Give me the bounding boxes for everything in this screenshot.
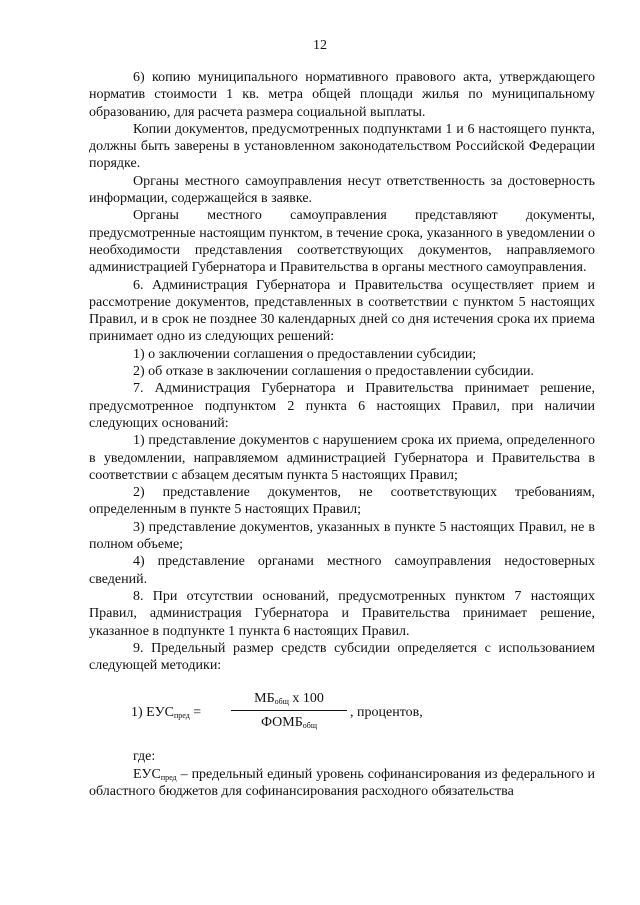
paragraph-submission-term: Органы местного самоуправления представляют документы, предусмотренные настоящим пунктом, в течение срока, указанного в уведомлении о необходимости представления соответствующих документов, направляемого администрацией Губернатора и Правительства в органы местного самоуправления.: [89, 208, 595, 276]
definition-term-subscript: пред: [160, 772, 177, 782]
numerator-subscript: общ: [274, 697, 289, 707]
where-label: где:: [133, 749, 156, 765]
paragraph-item-7-ground-4: 4) представление органами местного самоуправления недостоверных сведений.: [89, 554, 595, 587]
paragraph-subitem-6: 6) копию муниципального нормативного правового акта, утверждающего норматив стоимости 1 кв. метра общей площади жилья по муниципальному образованию, для расчета размера социальной выплаты.: [89, 70, 595, 120]
numerator-main: МБ: [254, 691, 275, 707]
page-number: 12: [313, 38, 327, 53]
paragraph-item-7-ground-2: 2) представление документов, не соответствующих требованиям, определенным в пункте 5 настоящих Правил;: [89, 485, 595, 518]
formula-block: [131, 690, 595, 734]
paragraph-definition: [89, 766, 595, 801]
formula-tail: , процентов,: [350, 705, 423, 721]
paragraph-item-6-decision-2: 2) об отказе в заключении соглашения о предоставлении субсидии.: [133, 364, 535, 380]
paragraph-item-7-ground-3: 3) представление документов, указанных в пункте 5 настоящих Правил, не в полном объеме;: [89, 519, 595, 553]
paragraph-responsibility: Органы местного самоуправления несут ответственность за достоверность информации, содержащейся в заявке.: [89, 173, 595, 207]
formula-fraction: [231, 690, 347, 732]
paragraph-item-8: 8. При отсутствии оснований, предусмотренных пунктом 7 настоящих Правил, администрация Губернатора и Правительства принимает решение, указанное в подпункте 1 пункта 6 настоящих Правил.: [89, 588, 595, 639]
formula-label-main: 1) ЕУС: [131, 705, 174, 721]
formula-denominator: [231, 714, 347, 732]
numerator-tail: х 100: [288, 691, 324, 707]
document-body: [89, 69, 595, 800]
formula-label-subscript: пред: [173, 711, 190, 721]
paragraph-item-6: 6. Администрация Губернатора и Правительства осуществляет прием и рассмотрение документов, представленных в соответствии с пунктом 5 настоящих Правил, и в срок не позднее 30 календарных дней со дня истечения срока их приема принимает одно из следующих решений:: [89, 277, 595, 345]
formula-numerator: [231, 690, 347, 708]
formula-equals: =: [189, 705, 202, 721]
definition-term: ЕУС: [133, 766, 161, 782]
paragraph-item-7-ground-1: 1) представление документов с нарушением срока их приема, определенного в уведомлении, направляемом администрацией Губернатора и Правительства в соответствии с абзацем десятым пункта 5 настоящих Правил;: [89, 433, 595, 483]
paragraph-copies-certification: Копии документов, предусмотренных подпунктами 1 и 6 настоящего пункта, должны быть заверены в установленном законодательством Российской Федерации порядке.: [89, 121, 595, 172]
paragraph-item-7: 7. Администрация Губернатора и Правительства принимает решение, предусмотренное подпунктом 2 пункта 6 настоящих Правил, при наличии следующих оснований:: [89, 381, 595, 431]
denominator-main: ФОМБ: [260, 715, 303, 731]
denominator-subscript: общ: [302, 721, 318, 731]
fraction-bar: [231, 710, 347, 711]
formula-label: [131, 704, 201, 721]
paragraph-item-6-decision-1: 1) о заключении соглашения о предоставлении субсидии;: [133, 346, 477, 362]
paragraph-item-9: 9. Предельный размер средств субсидии определяется с использованием следующей методики:: [89, 640, 595, 674]
definition-text: – предельный единый уровень софинансирования из федерального и областного бюджетов для софинансирования расходного обязательства: [89, 766, 595, 799]
